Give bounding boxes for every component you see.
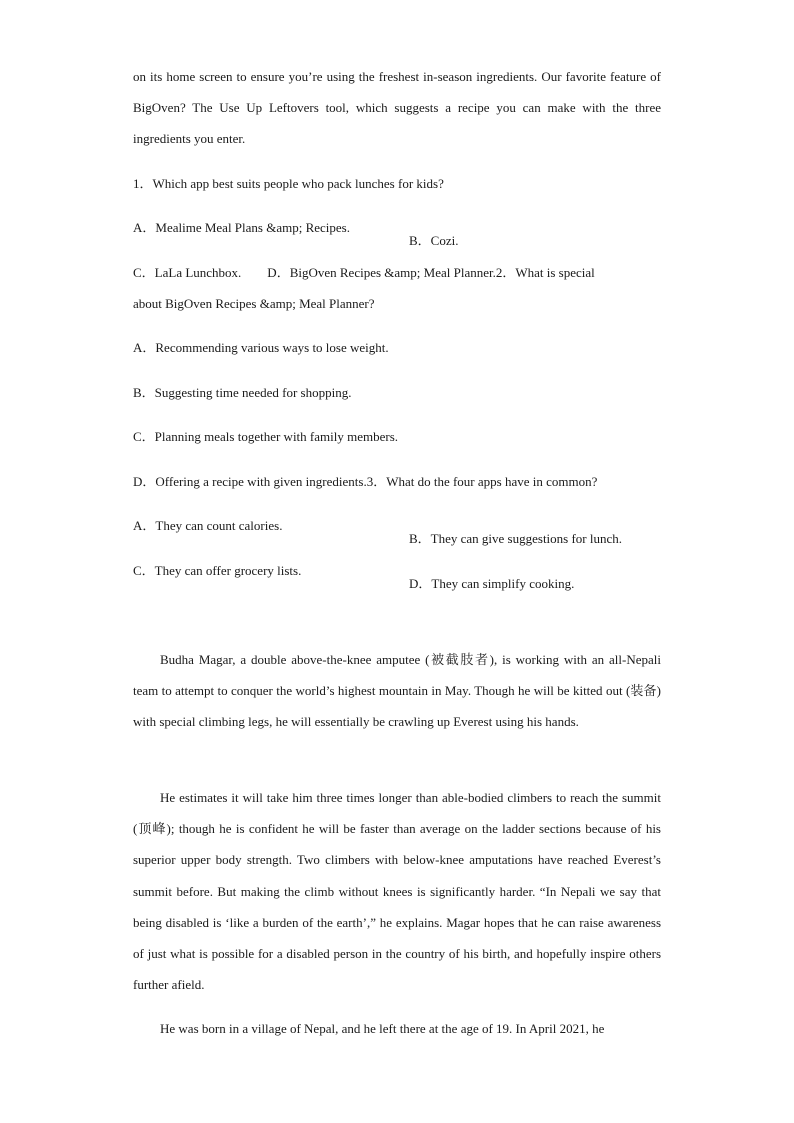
- question-3-option-d: D．They can simplify cooking.: [409, 576, 575, 591]
- question-3-option-b: B．They can give suggestions for lunch.: [409, 531, 623, 546]
- passage-paragraph-2: He estimates it will take him three times longer than able-bodied climbers to reach the summit (顶峰); though he is confident he will be faster than average on the ladder sections because of his superior upper body strength. Two climbers with below-knee amputations have reached Everest’s summit before. But making the climb without knees is significantly harder. “In Nepali we say that being disabled is ‘like a burden of the earth’,” he explains. Magar hopes that he can raise awareness of just what is possible for a disabled person in the country of his birth, and hopefully inspire others further afield.: [133, 790, 661, 993]
- question-1-stem: 1．Which app best suits people who pack lunches for kids?: [133, 176, 444, 191]
- question-3-option-c: C．They can offer grocery lists.: [133, 563, 302, 578]
- question-2-stem-continuation: about BigOven Recipes &amp; Meal Planner?: [133, 296, 375, 311]
- question-1-option-c-d-and-q2-stem: C．LaLa Lunchbox. D．BigOven Recipes &amp; Meal Planner.2．What is special: [133, 265, 595, 280]
- question-2-option-c: C．Planning meals together with family members.: [133, 429, 399, 444]
- question-2-option-a: A．Recommending various ways to lose weight.: [133, 340, 389, 355]
- question-1-option-a: A．Mealime Meal Plans &amp; Recipes.: [133, 220, 350, 235]
- question-3-option-a: A．They can count calories.: [133, 518, 283, 533]
- passage-paragraph-3: He was born in a village of Nepal, and he left there at the age of 19. In April 2021, he: [160, 1021, 605, 1036]
- intro-paragraph: on its home screen to ensure you’re using the freshest in-season ingredients. Our favorite feature of BigOven? The Use Up Leftovers tool, which suggests a recipe you can make with the three ingredients you enter.: [133, 69, 661, 147]
- passage-paragraph-1: Budha Magar, a double above-the-knee amputee (被截肢者), is working with an all-Nepali team to attempt to conquer the world’s highest mountain in May. Though he will be kitted out (装备) with special climbing legs, he will essentially be crawling up Everest using his hands.: [133, 652, 661, 730]
- question-1-option-b: B．Cozi.: [409, 233, 459, 248]
- question-2-option-b: B．Suggesting time needed for shopping.: [133, 385, 352, 400]
- question-2-option-d-and-q3-stem: D．Offering a recipe with given ingredients.3．What do the four apps have in common?: [133, 474, 598, 489]
